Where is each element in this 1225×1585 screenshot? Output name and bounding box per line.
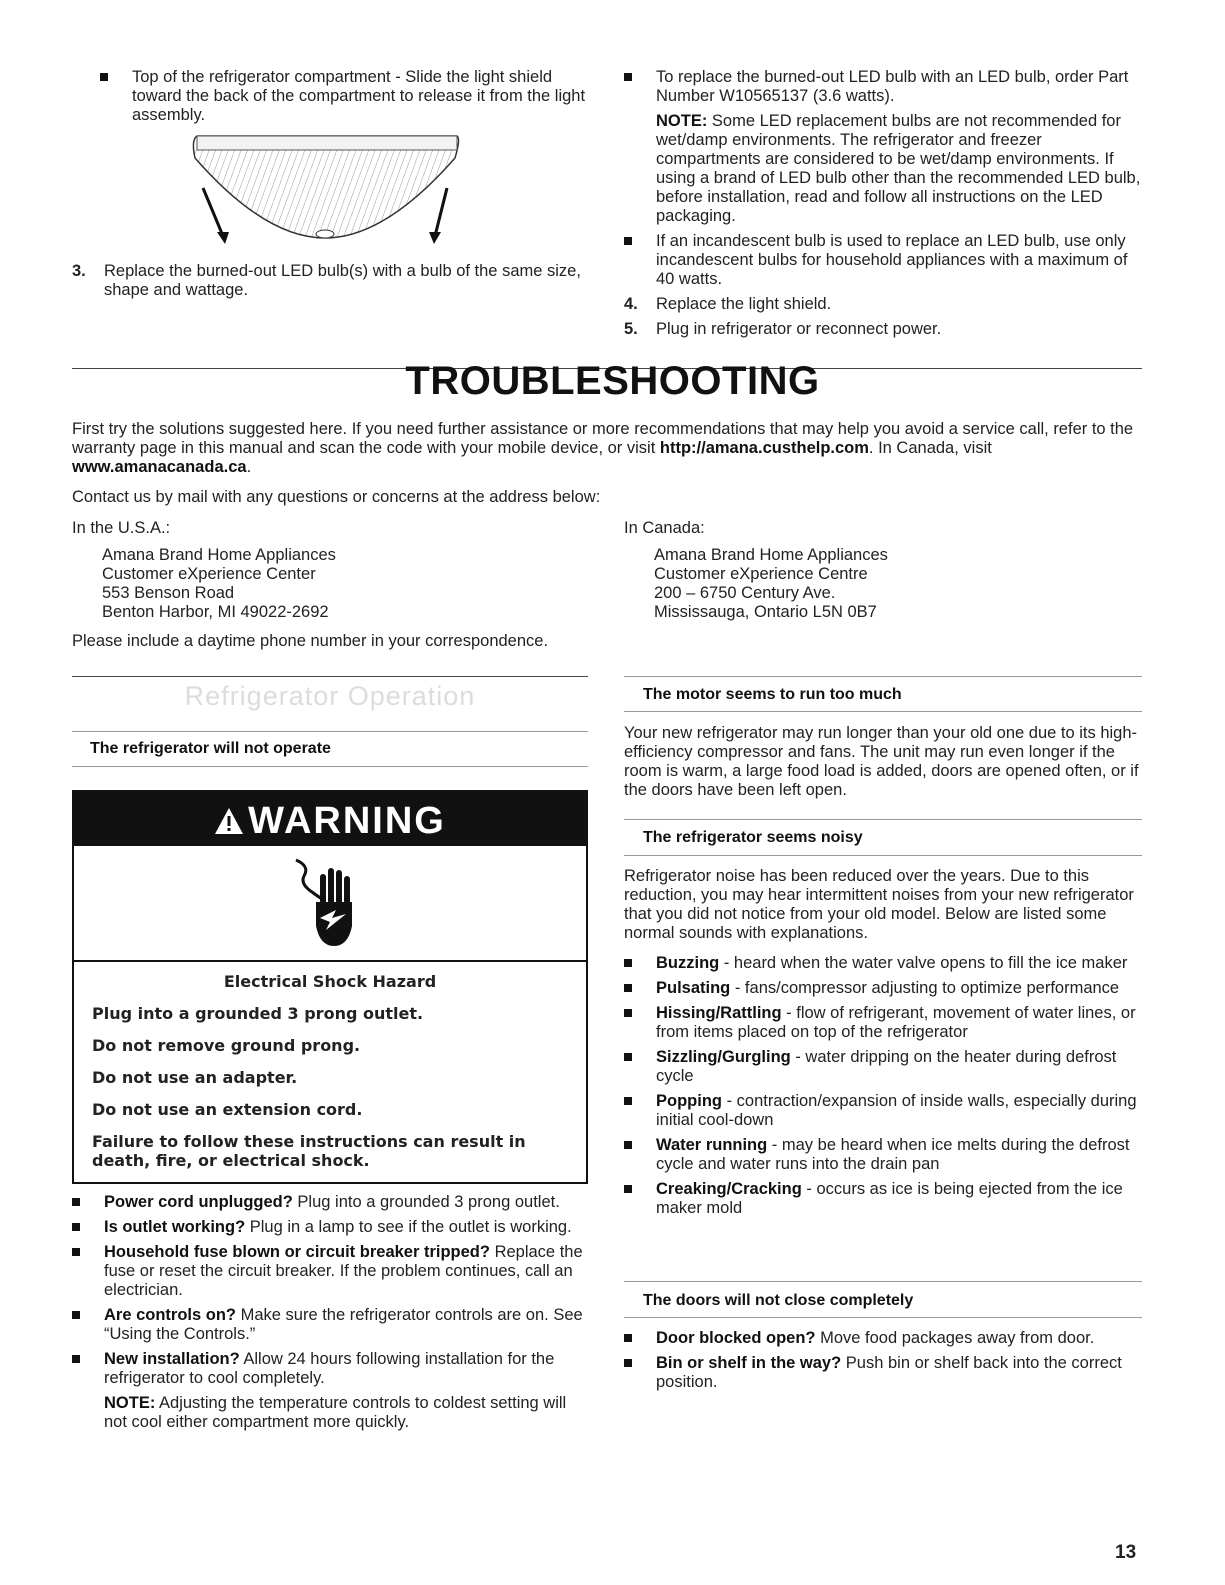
item-label: Door blocked open?	[656, 1329, 816, 1347]
bullet-icon	[624, 959, 632, 967]
item-label: Bin or shelf in the way?	[656, 1354, 842, 1372]
page-number: 13	[1115, 1542, 1137, 1563]
warning-box	[72, 790, 588, 1184]
bullet-icon	[624, 1185, 632, 1193]
list-item	[72, 1306, 592, 1344]
install-note	[104, 1394, 592, 1432]
address-line: Amana Brand Home Appliances	[654, 546, 888, 564]
list-item	[100, 68, 595, 125]
address-line: Benton Harbor, MI 49022-2692	[102, 603, 329, 621]
item-label: Household fuse blown or circuit breaker tripped?	[104, 1243, 490, 1261]
bullet-icon	[72, 1198, 80, 1206]
not-operate-checklist	[72, 1193, 592, 1438]
item-label: Hissing/Rattling	[656, 1004, 782, 1022]
item-text: Plug into a grounded 3 prong outlet.	[292, 1193, 560, 1211]
intro-text: First try the solutions suggested here. If you need further assistance or more recommendations that may help you avoid a service call, refer to the warranty page in this manual and scan the code with your mobile device, or visit	[72, 420, 1134, 457]
item-text: Push bin or shelf back into the correct position.	[656, 1354, 1122, 1391]
list-item	[624, 1354, 1142, 1392]
step-3	[72, 262, 592, 300]
usa-label: In the U.S.A.:	[72, 519, 171, 537]
step-text: Replace the light shield.	[656, 295, 832, 313]
bullet-icon	[624, 73, 632, 81]
troubleshooting-intro	[72, 420, 1147, 507]
step-number: 5.	[624, 320, 638, 338]
bullet-icon	[72, 1355, 80, 1363]
page-title: TROUBLESHOOTING	[405, 359, 820, 403]
canada-address	[624, 546, 1144, 622]
canada-label: In Canada:	[624, 519, 705, 537]
subhead-rule	[72, 766, 588, 767]
address-line: Customer eXperience Centre	[654, 565, 868, 583]
light-shield-list	[100, 68, 595, 125]
motor-paragraph: Your new refrigerator may run longer than your old one due to its high-efficiency compressor and fans. The unit may run even longer if the room is warm, a large food load is added, doors are opened often, or if the doors have been left open.	[624, 724, 1139, 799]
bullet-icon	[624, 1097, 632, 1105]
list-item	[72, 1350, 592, 1432]
bullet-icon	[100, 73, 108, 81]
address-line: Mississauga, Ontario L5N 0B7	[654, 603, 877, 621]
item-label: Buzzing	[656, 954, 720, 972]
subhead: The refrigerator will not operate	[90, 740, 331, 757]
step-number: 3.	[72, 262, 86, 280]
list-item	[624, 232, 1144, 289]
item-label: Creaking/Cracking	[656, 1180, 802, 1198]
note-label: NOTE:	[656, 112, 708, 130]
subhead-rule	[624, 1281, 1142, 1282]
step-text: Plug in refrigerator or reconnect power.	[656, 320, 942, 338]
doors-list	[624, 1329, 1142, 1392]
list-item	[72, 1243, 592, 1300]
led-note	[656, 112, 1144, 226]
usa-address-block	[72, 519, 592, 651]
bullet-icon	[72, 1223, 80, 1231]
item-text: Allow 24 hours following installation for the refrigerator to cool completely.	[104, 1350, 555, 1387]
item-label: Water running	[656, 1136, 768, 1154]
list-item	[624, 979, 1142, 998]
noisy-paragraph: Refrigerator noise has been reduced over the years. Due to this reduction, you may hear intermittent noises from your new refrigerator that you did not notice from your old model. Below are listed some normal sounds with explanations.	[624, 867, 1134, 942]
section-title: Refrigerator Operation	[184, 681, 476, 711]
list-item	[624, 1180, 1142, 1218]
shock-hazard-icon	[74, 846, 586, 962]
item-label: Pulsating	[656, 979, 731, 997]
subhead-motor: The motor seems to run too much	[643, 686, 902, 703]
subhead-rule	[624, 819, 1142, 820]
bullet-text: Top of the refrigerator compartment - Slide the light shield toward the back of the compartment to release it from the light assembly.	[132, 68, 586, 124]
item-text: - fans/compressor adjusting to optimize performance	[730, 979, 1120, 997]
step-5	[624, 320, 1144, 339]
canada-address-block	[624, 519, 1144, 622]
list-item	[624, 68, 1144, 226]
led-bulb-list	[624, 68, 1144, 289]
bullet-icon	[72, 1248, 80, 1256]
bullet-text: To replace the burned-out LED bulb with an LED bulb, order Part Number W10565137 (3.6 watts).	[656, 68, 1129, 105]
checklist	[72, 1193, 592, 1432]
address-line: 553 Benson Road	[102, 584, 235, 602]
subhead-rule	[624, 1317, 1142, 1318]
item-text: - occurs as ice is being ejected from the ice maker mold	[656, 1180, 1123, 1217]
list-item	[624, 1092, 1142, 1130]
hazard-title: Electrical Shock Hazard	[223, 972, 437, 991]
list-item	[624, 954, 1142, 973]
step-number: 4.	[624, 295, 638, 313]
subhead-rule	[624, 676, 1142, 677]
bullet-icon	[624, 1053, 632, 1061]
warning-triangle-icon	[214, 794, 244, 852]
warning-header	[74, 792, 586, 846]
bullet-icon	[624, 984, 632, 992]
step-text: Replace the burned-out LED bulb(s) with a bulb of the same size, shape and wattage.	[104, 262, 581, 299]
subhead-doors: The doors will not close completely	[643, 1292, 914, 1309]
item-text: - contraction/expansion of inside walls, especially during initial cool-down	[656, 1092, 1137, 1129]
item-text: - heard when the water valve opens to fill the ice maker	[719, 954, 1128, 972]
list-item	[624, 1136, 1142, 1174]
light-shield-illustration	[185, 128, 475, 248]
item-text: - may be heard when ice melts during the defrost cycle and water runs into the drain pan	[656, 1136, 1130, 1173]
bullet-icon	[624, 1141, 632, 1149]
item-text: - water dripping on the heater during defrost cycle	[656, 1048, 1117, 1085]
item-label: Are controls on?	[104, 1306, 237, 1324]
top-right-column	[624, 68, 1144, 339]
item-label: Popping	[656, 1092, 722, 1110]
item-label: Is outlet working?	[104, 1218, 246, 1236]
bullet-icon	[624, 1334, 632, 1342]
note-text: Adjusting the temperature controls to coldest setting will not cool either compartment more quickly.	[104, 1394, 567, 1431]
section-divider	[72, 676, 588, 677]
list-item	[72, 1193, 592, 1212]
doors-list-block	[624, 1329, 1142, 1398]
canada-link[interactable]: www.amanacanada.ca	[72, 458, 247, 476]
contact-text: Contact us by mail with any questions or concerns at the address below:	[72, 488, 601, 506]
list-item	[624, 1329, 1142, 1348]
support-link[interactable]: http://amana.custhelp.com	[659, 439, 869, 457]
list-item	[72, 1218, 592, 1237]
intro-text: . In Canada, visit	[868, 439, 992, 457]
note-label: NOTE:	[104, 1394, 156, 1412]
sounds-list-block	[624, 954, 1142, 1224]
top-left-column	[100, 68, 595, 131]
subhead-noisy: The refrigerator seems noisy	[643, 829, 863, 846]
warning-line: Do not remove ground prong.	[92, 1036, 361, 1055]
bullet-icon	[624, 237, 632, 245]
address-line: 200 – 6750 Century Ave.	[654, 584, 836, 602]
warning-body	[74, 962, 586, 1170]
item-text: Plug in a lamp to see if the outlet is working.	[245, 1218, 572, 1236]
subhead-rule	[624, 711, 1142, 712]
item-label: Sizzling/Gurgling	[656, 1048, 791, 1066]
sounds-list	[624, 954, 1142, 1218]
list-item	[624, 1048, 1142, 1086]
item-text: Replace the fuse or reset the circuit breaker. If the problem continues, call an electrician.	[104, 1243, 583, 1299]
address-line: Amana Brand Home Appliances	[102, 546, 336, 564]
bullet-icon	[624, 1359, 632, 1367]
bullet-icon	[624, 1009, 632, 1017]
address-line: Customer eXperience Center	[102, 565, 316, 583]
item-text: - flow of refrigerant, movement of water lines, or from items placed on top of the refrigerator	[656, 1004, 1136, 1041]
item-label: Power cord unplugged?	[104, 1193, 293, 1211]
item-text: Move food packages away from door.	[815, 1329, 1095, 1347]
warning-line: Plug into a grounded 3 prong outlet.	[92, 1004, 424, 1023]
warning-line: Do not use an adapter.	[92, 1068, 298, 1087]
item-label: New installation?	[104, 1350, 240, 1368]
subhead-rule	[624, 855, 1142, 856]
intro-paragraph	[72, 420, 1147, 477]
step-4	[624, 295, 1144, 314]
bullet-icon	[72, 1311, 80, 1319]
list-item	[624, 1004, 1142, 1042]
warning-line: Failure to follow these instructions can result in death, fire, or electrical shock.	[92, 1132, 526, 1170]
bullet-text: If an incandescent bulb is used to replace an LED bulb, use only incandescent bulbs for household appliances with a maximum of 40 watts.	[656, 232, 1128, 288]
warning-title: WARNING	[248, 800, 446, 842]
usa-address	[72, 546, 592, 622]
note-text: Some LED replacement bulbs are not recommended for wet/damp environments. The refrigerator and freezer compartments are considered to be wet/damp environments. If using a brand of LED bulb other than the recommended LED bulb, before installation, read and follow all instructions on the LED packaging.	[656, 112, 1141, 225]
warning-line: Do not use an extension cord.	[92, 1100, 363, 1119]
subhead-rule	[72, 731, 588, 732]
phone-note: Please include a daytime phone number in your correspondence.	[72, 632, 549, 650]
intro-text: .	[246, 458, 252, 476]
item-text: Make sure the refrigerator controls are on. See “Using the Controls.”	[104, 1306, 583, 1343]
